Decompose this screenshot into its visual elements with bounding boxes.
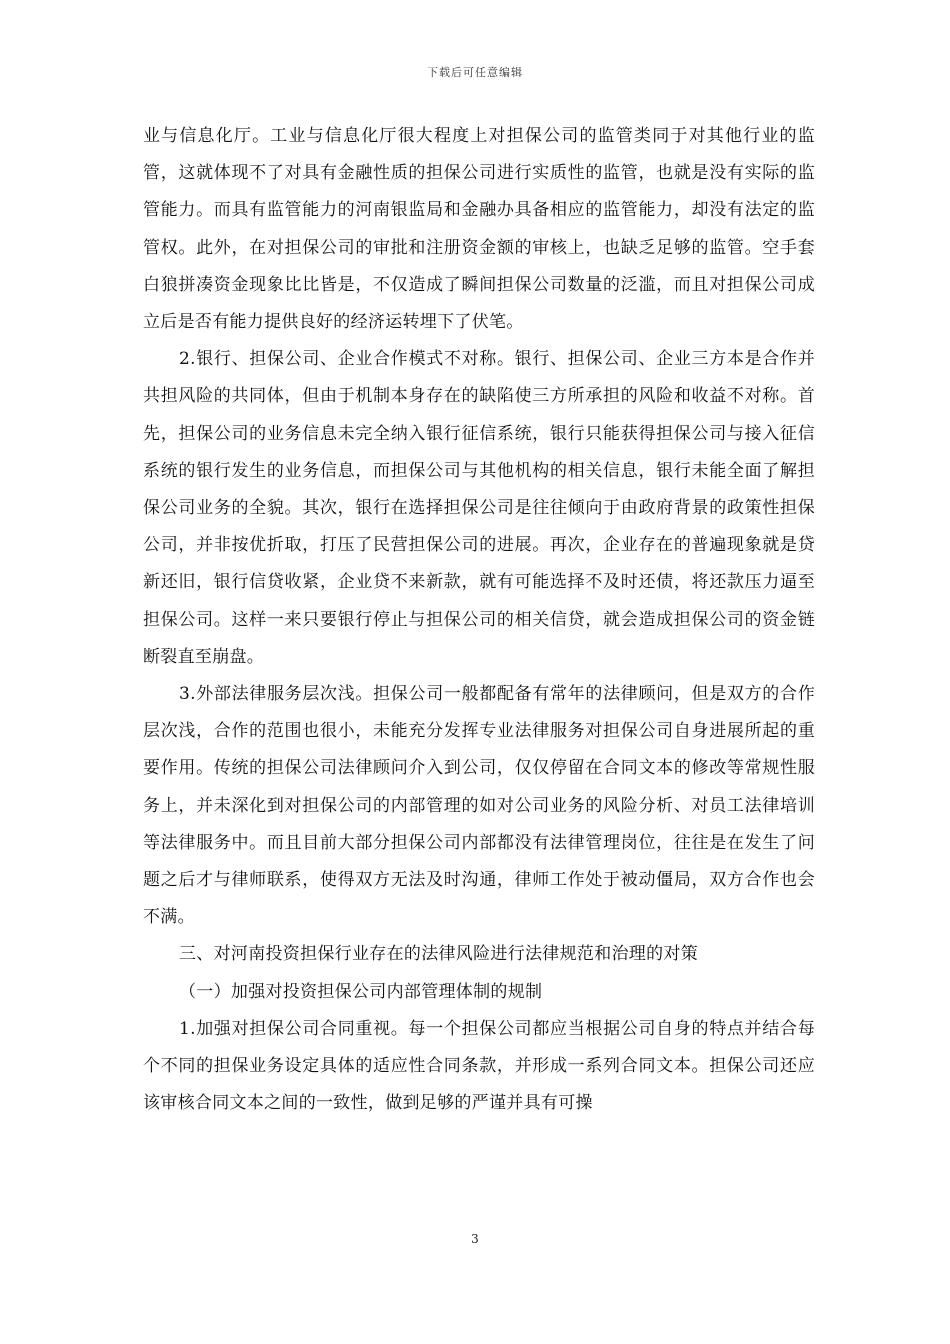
section-heading-countermeasures: 三、对河南投资担保行业存在的法律风险进行法律规范和治理的对策 — [179, 944, 698, 965]
subsection-heading-internal-management: （一）加强对投资担保公司内部管理体制的规制 — [179, 981, 543, 1002]
page-number: 3 — [471, 1232, 479, 1246]
page-header: 下载后可任意编辑 — [427, 66, 523, 79]
paragraph-regulatory-capacity: 业与信息化厅。工业与信息化厅很大程度上对担保公司的监管类同于对其他行业的监管，这就体现不了对具有金融性质的担保公司进行实质性的监管，也就是没有实际的监管能力。而具有监管能力的河南银监局和金融办具备相应的监管能力，却没有法定的监管权。此外，在对担保公司的审批和注册资金额的审核上，也缺乏足够的监管。空手套白狼拼凑资金现象比比皆是，不仅造成了瞬间担保公司数量的泛滥，而且对担保公司成立后是否有能力提供良好的经济运转埋下了伏笔。 — [143, 126, 815, 333]
document-body — [143, 118, 815, 1122]
paragraph-legal-services: 3.外部法律服务层次浅。担保公司一般都配备有常年的法律顾问，但是双方的合作层次浅，合作的范围也很小，未能充分发挥专业法律服务对担保公司自身进展所起的重要作用。传统的担保公司法律顾问介入到公司，仅仅停留在合同文本的修改等常规性服务上，并未深化到对担保公司的内部管理的如对公司业务的风险分析、对员工法律培训等法律服务中。而且目前大部分担保公司内部都没有法律管理岗位，往往是在发生了问题之后才与律师联系，使得双方无法及时沟通，律师工作处于被动僵局，双方合作也会不满。 — [143, 684, 815, 928]
paragraph-cooperation-model: 2.银行、担保公司、企业合作模式不对称。银行、担保公司、企业三方本是合作并共担风险的共同体，但由于机制本身存在的缺陷使三方所承担的风险和收益不对称。首先，担保公司的业务信息未完全纳入银行征信系统，银行只能获得担保公司与接入征信系统的银行发生的业务信息，而担保公司与其他机构的相关信息，银行未能全面了解担保公司业务的全貌。其次，银行在选择担保公司是往往倾向于由政府背景的政策性担保公司，并非按优折取，打压了民营担保公司的进展。再次，企业存在的普遍现象就是贷新还旧，银行信贷收紧，企业贷不来新款，就有可能选择不及时还债，将还款压力逼至担保公司。这样一来只要银行停止与担保公司的相关信贷，就会造成担保公司的资金链断裂直至崩盘。 — [143, 349, 815, 667]
paragraph-contract-attention: 1.加强对担保公司合同重视。每一个担保公司都应当根据公司自身的特点并结合每个不同的担保业务设定具体的适应性合同条款，并形成一系列合同文本。担保公司还应该审核合同文本之间的一致性，做到足够的严谨并具有可操 — [143, 1018, 815, 1114]
